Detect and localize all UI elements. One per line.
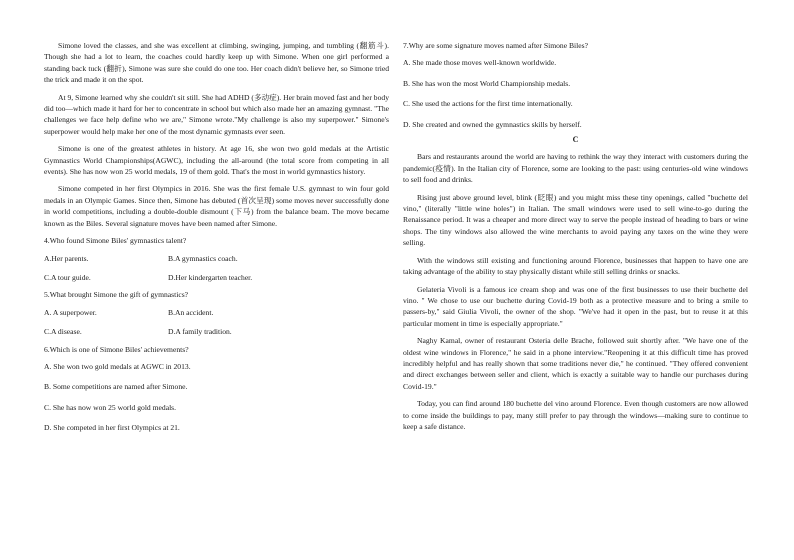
right-column xyxy=(403,40,748,438)
section-heading: C xyxy=(572,135,579,145)
question-4-options xyxy=(44,253,389,284)
q4-option-a: A.Her parents. xyxy=(44,253,89,263)
passage-c-paragraph-3: With the windows still existing and functioning around Florence, businesses that happen to have one are taking advantage of the ability to stay physically distant while still selling drinks or snacks. xyxy=(403,255,748,277)
question-5: 5.What brought Simone the gift of gymnastics? xyxy=(44,290,189,300)
q6-option-b: B. Some competitions are named after Simone. xyxy=(44,382,188,392)
q4-option-d: D.Her kindergarten teacher. xyxy=(168,272,253,282)
q5-option-a: A. A superpower. xyxy=(44,307,97,317)
left-column xyxy=(44,40,389,443)
passage-c-paragraph-1: Bars and restaurants around the world are having to rethink the way they interact with customers during the pandemic(疫情). In the Italian city of Florence, some are looking to the past: using centuries-old wine windows to sell food and drinks. xyxy=(403,152,748,185)
q7-option-d: D. She created and owned the gymnastics skills by herself. xyxy=(403,119,582,129)
q6-option-d: D. She competed in her first Olympics at 21. xyxy=(44,423,180,433)
q6-option-a: A. She won two gold medals at AGWC in 2013. xyxy=(44,361,191,371)
q4-option-c: C.A tour guide. xyxy=(44,272,91,282)
q5-option-c: C.A disease. xyxy=(44,327,82,337)
q7-option-c: C. She used the actions for the first time internationally. xyxy=(403,99,573,109)
passage-paragraph-1: Simone loved the classes, and she was excellent at climbing, swinging, jumping, and tumbling (翻筋斗). Though she had a lot to learn, the coaches could hardly keep up with Simone. When one girl performed a standing back tuck (翻折), Simone was sure she could do one too. Her coach didn't believe her, so Simone tried the trick and made it on the spot. xyxy=(44,41,389,85)
question-5-options xyxy=(44,307,389,338)
question-4: 4.Who found Simone Biles' gymnastics talent? xyxy=(44,236,187,246)
passage-paragraph-2: At 9, Simone learned why she couldn't sit still. She had ADHD (多动症). Her brain moved fast and her body did too—which made it hard for her to concentrate in school but which also made her an amazing gymnast. "The challenges we face help define who we are," Simone wrote."My challenge is also my superpower." Simone's superpower would help make her one of the most dynamic gymnasts ever seen. xyxy=(44,92,389,136)
q6-option-c: C. She has now won 25 world gold medals. xyxy=(44,402,177,412)
question-6: 6.Which is one of Simone Biles' achievements? xyxy=(44,344,189,354)
passage-c-paragraph-2: Rising just above ground level, blink (眨眼) and you might miss these tiny openings, called "buchette del vino," (literally "little wine holes") in Italian. The small windows were used to sell wine-to-go during the Renaissance period. It was a cheaper and more direct way to serve the people instead of heading to bars or wine shops. The tiny windows also allowed the wine merchants to avoid paying any taxes on the wine they were selling. xyxy=(403,192,748,248)
passage-c-paragraph-5: Naghy Kamal, owner of restaurant Osteria delle Brache, followed suit shortly after. "We have one of the oldest wine windows in Florence," he said in a phone interview."Reopening it at this difficult time has proved incredibly helpful and has really shown that some traditions never die," he continued. "They offered convenient and direct exchanges between seller and client, which is exactly a suitable way to handle our purchases during Covid-19." xyxy=(403,336,748,391)
q7-option-a: A. She made those moves well-known worldwide. xyxy=(403,58,557,68)
q5-option-b: B.An accident. xyxy=(168,307,214,317)
q4-option-b: B.A gymnastics coach. xyxy=(168,253,238,263)
q5-option-d: D.A family tradition. xyxy=(168,327,232,337)
question-7: 7.Why are some signature moves named after Simone Biles? xyxy=(403,41,588,50)
passage-paragraph-4: Simone competed in her first Olympics in 2016. She was the first female U.S. gymnast to win four gold medals in an Olympic Games. Since then, Simone has debuted (首次呈现) some moves never successfully done in world competitions, including a double-double dismount (下马) from the balance beam. The move became known as the Biles. Several signature moves have been named after Simone. xyxy=(44,184,389,228)
passage-c-paragraph-4: Gelateria Vivoli is a famous ice cream shop and was one of the first businesses to use their buchette del vino. " We chose to use our buchette during Covid-19 both as a protective measure and to bring a smile to passers-by," said Giulia Vivoli, the owner of the shop. "We've had it open in the past, but to reuse it at this particular moment in time is especially appropriate." xyxy=(403,284,748,328)
passage-c-paragraph-6: Today, you can find around 180 buchette del vino around Florence. Even though customers are now allowed to come inside the buildings to pay, many still prefer to pay through the windows—making sure to continue to keep a safe distance. xyxy=(403,399,748,431)
passage-paragraph-3: Simone is one of the greatest athletes in history. At age 16, she won two gold medals at the Artistic Gymnastics World Championships(AGWC), including the all-around (the total score from competing in all events). She has now won 25 world medals, 19 of them gold. That's the most in world gymnastics history. xyxy=(44,144,389,177)
q7-option-b: B. She has won the most World Championship medals. xyxy=(403,78,571,88)
